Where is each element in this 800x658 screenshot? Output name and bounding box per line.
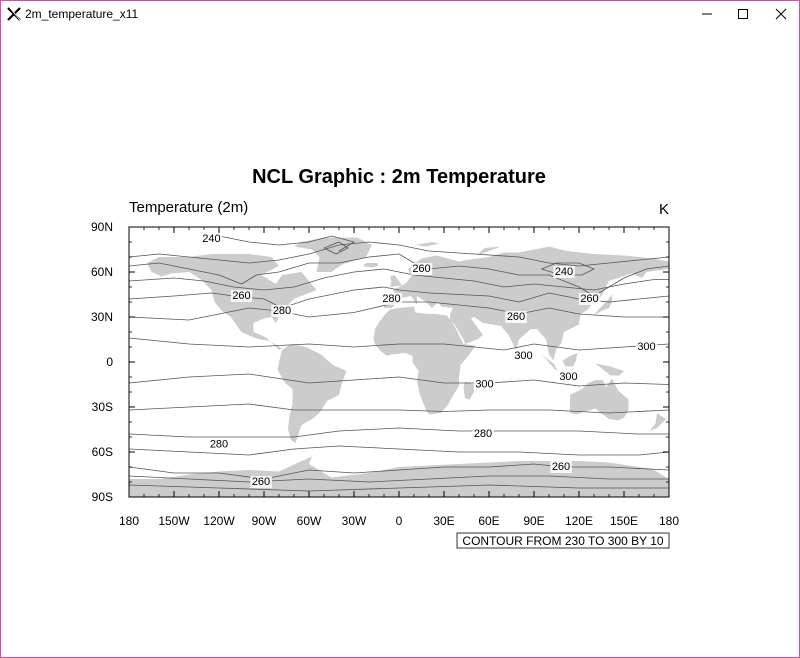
contour-label: 280 xyxy=(473,428,493,440)
x-tick-label: 120W xyxy=(203,514,235,528)
x-tick-label: 180 xyxy=(118,514,140,528)
left-string-label: Temperature (2m) xyxy=(129,199,249,216)
contour-label: 260 xyxy=(580,293,599,305)
y-tick-label: 60N xyxy=(90,265,113,279)
y-tick-label: 30N xyxy=(90,310,113,324)
units-label: K xyxy=(658,201,669,218)
y-tick-label: 30S xyxy=(91,400,113,414)
contour-label: 260 xyxy=(506,311,526,323)
contour-info-label: CONTOUR FROM 230 TO 300 BY 10 xyxy=(462,534,664,548)
y-tick-label: 90S xyxy=(91,490,113,504)
contour-label: 300 xyxy=(475,378,494,391)
map-layer xyxy=(129,227,669,497)
y-tick-label: 90N xyxy=(90,220,113,234)
contour-label: 300 xyxy=(559,371,578,383)
contour-label: 260 xyxy=(232,290,251,302)
contour-label: 260 xyxy=(412,263,431,275)
contour-label: 280 xyxy=(382,293,401,305)
x-tick-label: 120E xyxy=(564,514,594,528)
contour-label: 240 xyxy=(554,266,574,278)
x-tick-label: 180 xyxy=(658,514,680,528)
contour-label: 260 xyxy=(551,461,571,473)
contour-label: 300 xyxy=(514,350,533,362)
contour-label: 280 xyxy=(209,438,229,451)
contour-label: 260 xyxy=(251,476,271,488)
x-tick-label: 60E xyxy=(478,514,500,528)
x-tick-label: 30E xyxy=(433,514,455,528)
y-tick-label: 60S xyxy=(91,445,113,459)
chart-title: NCL Graphic : 2m Temperature xyxy=(252,166,546,188)
x-tick-label: 150E xyxy=(609,514,639,528)
y-tick-label: 0 xyxy=(106,355,113,369)
plot-canvas xyxy=(1,1,799,657)
x-tick-label: 150W xyxy=(158,514,190,528)
x-tick-label: 60W xyxy=(296,514,322,528)
contour-label: 300 xyxy=(637,341,656,353)
x-tick-label: 90W xyxy=(251,514,277,528)
window-title: 2m_temperature_x11 xyxy=(25,7,139,21)
x-tick-label: 90E xyxy=(523,514,545,528)
x-tick-label: 30W xyxy=(341,514,367,528)
contour-label: 240 xyxy=(202,233,221,245)
contour-label: 280 xyxy=(272,305,292,317)
x-tick-label: 0 xyxy=(395,514,403,528)
